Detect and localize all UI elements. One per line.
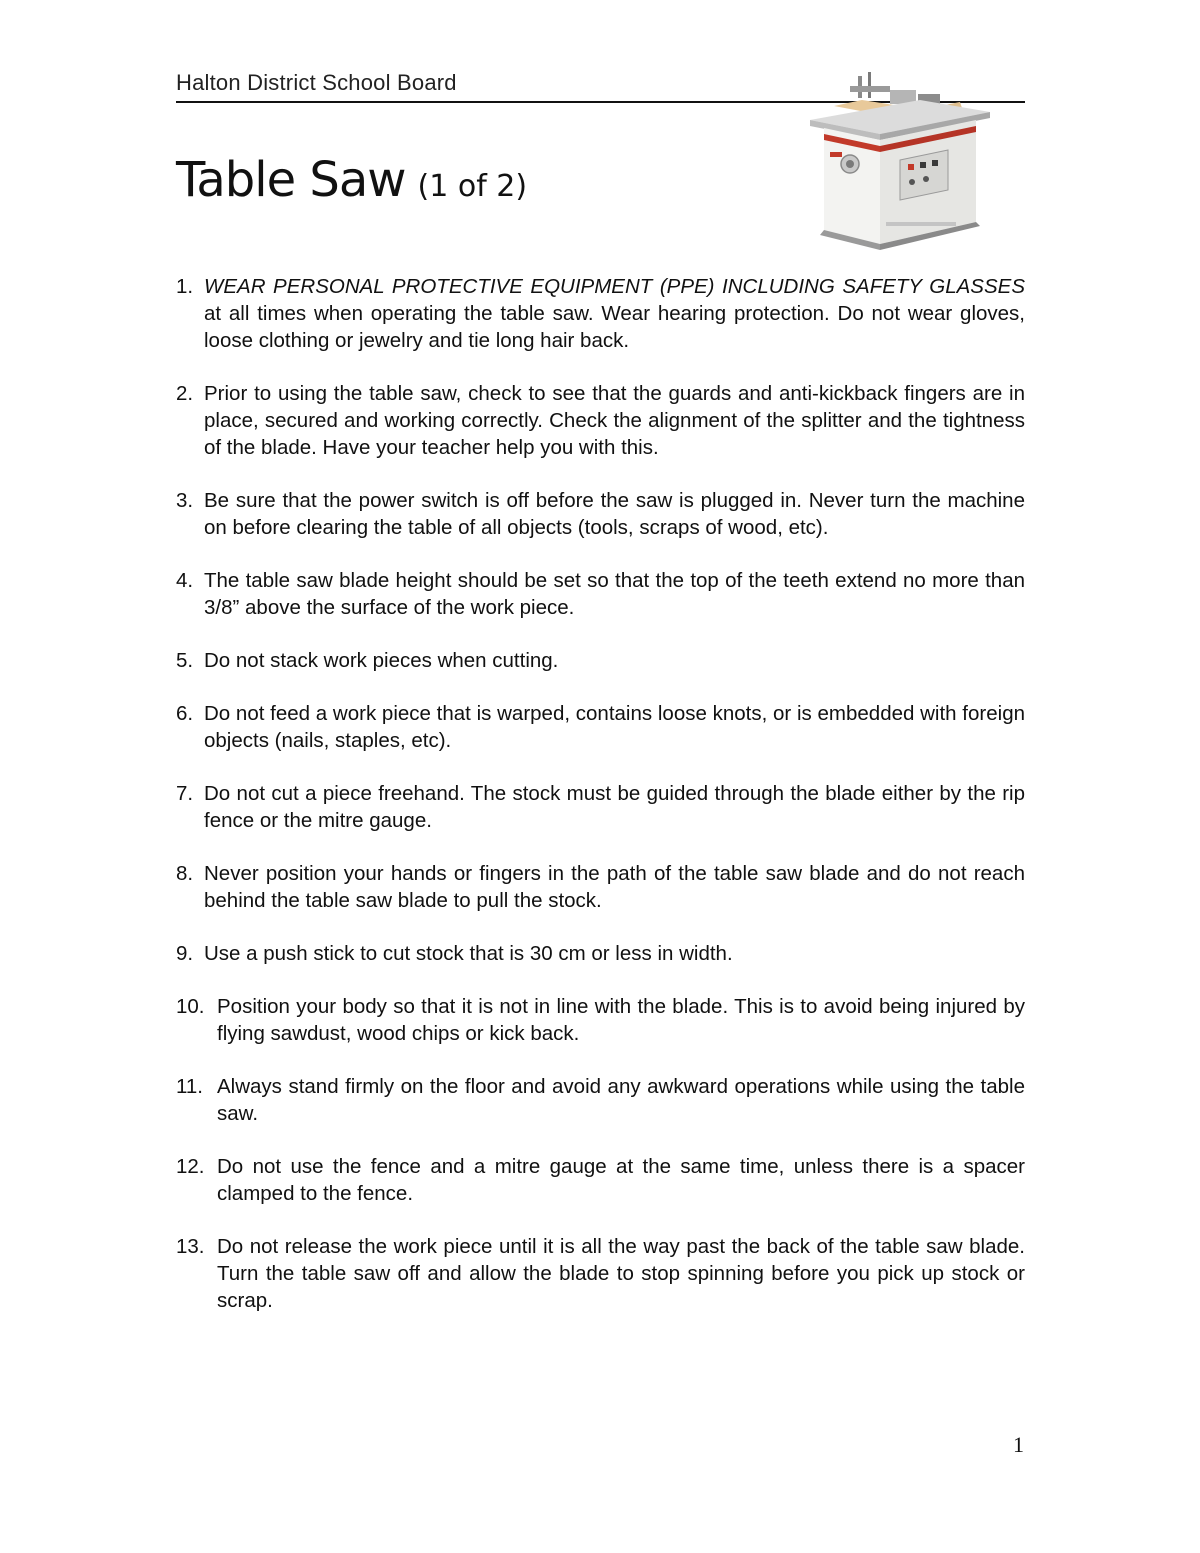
- rule-text: Position your body so that it is not in line with the blade. This is to avoid being injured by flying sawdust, wood chips or kick back.: [217, 995, 1025, 1045]
- page-number: 1: [1013, 1432, 1024, 1457]
- rule-number: 9.: [176, 942, 194, 965]
- title-sub: (1 of 2): [417, 169, 528, 204]
- rule-item: [176, 380, 1025, 461]
- rule-number: 11.: [176, 1075, 203, 1098]
- rule-text: [204, 273, 1025, 354]
- rule-number: 7.: [176, 782, 194, 805]
- rule-text: Do not feed a work piece that is warped, contains loose knots, or is embedded with foreign objects (nails, staples, etc).: [204, 702, 1025, 752]
- rule-number: 2.: [176, 382, 194, 405]
- rule-item: [176, 1153, 1025, 1207]
- rule-item: [176, 1073, 1025, 1127]
- rule-emphasis: WEAR PERSONAL PROTECTIVE EQUIPMENT (PPE) INCLUDING SAFETY GLASSES: [204, 275, 1025, 298]
- rule-text-rest: at all times when operating the table saw. Wear hearing protection. Do not wear gloves, loose clothing or jewelry and tie long hair back.: [204, 302, 1025, 352]
- page-title: [176, 152, 527, 208]
- rule-item: [176, 780, 1025, 834]
- rule-text: Prior to using the table saw, check to see that the guards and anti-kickback fingers are in place, secured and working correctly. Check the alignment of the splitter and the tightness of the blade. Have your teacher help you with this.: [204, 382, 1025, 459]
- rule-number: 1.: [176, 275, 194, 298]
- safety-rules-list: [176, 273, 1025, 1340]
- rule-text: Do not use the fence and a mitre gauge at the same time, unless there is a spacer clamped to the fence.: [217, 1155, 1025, 1205]
- rule-number: 10.: [176, 995, 205, 1018]
- rule-text: Always stand firmly on the floor and avoid any awkward operations while using the table saw.: [217, 1075, 1025, 1125]
- rule-number: 13.: [176, 1235, 205, 1258]
- rule-item: [176, 273, 1025, 354]
- rule-number: 12.: [176, 1155, 205, 1178]
- header-organization: Halton District School Board: [176, 70, 457, 95]
- rule-number: 5.: [176, 649, 194, 672]
- rule-text: Use a push stick to cut stock that is 30 cm or less in width.: [204, 942, 733, 965]
- rule-item: [176, 940, 1025, 967]
- rule-number: 4.: [176, 569, 194, 592]
- rule-text: Never position your hands or fingers in the path of the table saw blade and do not reach behind the table saw blade to pull the stock.: [204, 862, 1025, 912]
- rule-item: [176, 487, 1025, 541]
- rule-item: [176, 567, 1025, 621]
- rule-number: 6.: [176, 702, 194, 725]
- rule-item: [176, 860, 1025, 914]
- rule-item: [176, 1233, 1025, 1314]
- rule-item: [176, 700, 1025, 754]
- title-main: Table Saw: [176, 152, 406, 208]
- rule-item: [176, 647, 1025, 674]
- rule-text: The table saw blade height should be set so that the top of the teeth extend no more than 3/8” above the surface of the work piece.: [204, 569, 1025, 619]
- rule-text: Be sure that the power switch is off before the saw is plugged in. Never turn the machine on before clearing the table of all objects (tools, scraps of wood, etc).: [204, 489, 1025, 539]
- rule-number: 3.: [176, 489, 194, 512]
- rule-item: [176, 993, 1025, 1047]
- rule-text: Do not release the work piece until it is all the way past the back of the table saw blade. Turn the table saw off and allow the blade to stop spinning before you pick up stock or scrap.: [217, 1235, 1025, 1312]
- rule-text: Do not cut a piece freehand. The stock must be guided through the blade either by the rip fence or the mitre gauge.: [204, 782, 1025, 832]
- table-saw-machine-icon: [800, 72, 990, 252]
- rule-number: 8.: [176, 862, 194, 885]
- rule-text: Do not stack work pieces when cutting.: [204, 649, 559, 672]
